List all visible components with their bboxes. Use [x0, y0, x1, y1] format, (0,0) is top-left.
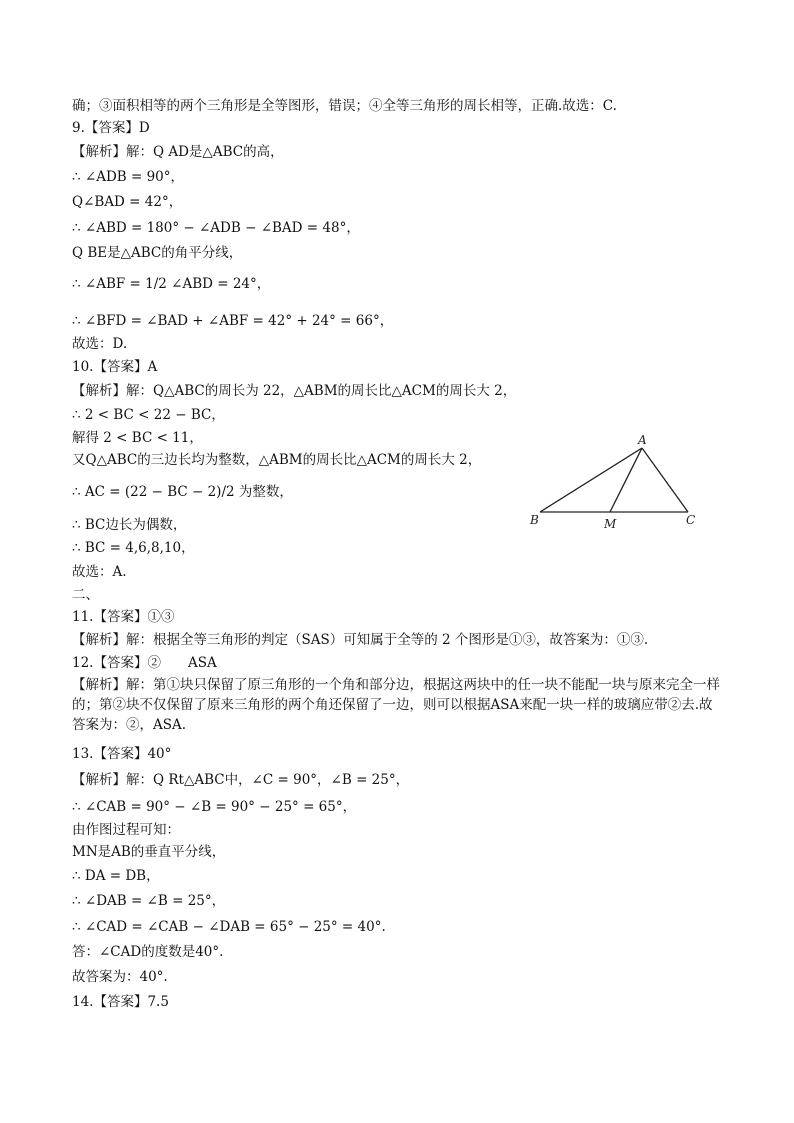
text-line: ∴ BC边长为偶数， [72, 517, 187, 533]
text-line: 【解析】解：Q Rt△ABC中，∠C = 90°，∠B = 25°， [72, 772, 410, 788]
math-line: ∴ ∠DAB = ∠B = 25°， [72, 893, 226, 909]
section-heading: 二、 [72, 587, 99, 603]
answer-9: 9.【答案】D [72, 120, 150, 136]
math-line: ∴ ∠CAB = 90° − ∠B = 90° − 25° = 65°， [72, 799, 357, 815]
text-line: 答：∠CAD的度数是40°. [72, 944, 224, 960]
answer-11: 11.【答案】①③ [72, 609, 175, 625]
text-line: 由作图过程可知： [72, 822, 180, 838]
text-paragraph: 【解析】解：第①块只保留了原三角形的一个角和部分边，根据这两块中的任一块不能配一块与原来完全一样的；第②块不仅保留了原来三角形的两个角还保留了一边，则可以根据ASA来配一块一样的玻璃应带②去.故答案为：②，ASA. [72, 677, 720, 733]
label-b: B [530, 513, 539, 527]
answer-10: 10.【答案】A [72, 359, 158, 375]
math-line: ∴ BC = 4,6,8,10， [72, 540, 195, 556]
text-line: 【解析】解：根据全等三角形的判定（SAS）可知属于全等的 2 个图形是①③，故答案为：①③. [72, 632, 649, 648]
math-line: ∴ ∠CAD = ∠CAB − ∠DAB = 65° − 25° = 40°. [72, 919, 386, 935]
math-line: ∴ ∠ABD = 180° − ∠ADB − ∠BAD = 48°， [72, 220, 360, 236]
answer-14: 14.【答案】7.5 [72, 994, 169, 1010]
answer-12: 12.【答案】② ASA [72, 655, 217, 671]
math-line: Q∠BAD = 42°， [72, 194, 183, 210]
text-line: 【解析】解：Q AD是△ABC的高， [72, 144, 284, 160]
math-line: 解得 2 < BC < 11， [72, 430, 203, 446]
label-a: A [638, 433, 647, 447]
text-line: 故答案为：40°. [72, 969, 168, 985]
text-line: MN是AB的垂直平分线， [72, 844, 226, 860]
text-line: 确；③面积相等的两个三角形是全等图形，错误；④全等三角形的周长相等，正确.故选：C. [72, 98, 617, 114]
answer-13: 13.【答案】40° [72, 746, 172, 762]
triangle-figure [520, 430, 710, 540]
math-line: ∴ DA = DB， [72, 868, 160, 884]
math-line: ∴ 2 < BC < 22 − BC， [72, 407, 225, 423]
label-c: C [686, 513, 696, 527]
text-line: 【解析】解：Q△ABC的周长为 22，△ABM的周长比△ACM的周长大 2， [72, 383, 517, 399]
math-line: ∴ ∠ABF = 1/2 ∠ABD = 24°， [72, 276, 271, 292]
label-m: M [604, 517, 617, 531]
math-line: ∴ ∠BFD = ∠BAD + ∠ABF = 42° + 24° = 66°， [72, 313, 394, 329]
math-line: ∴ AC = (22 − BC − 2)/2 为整数， [72, 484, 293, 500]
text-line: 又Q△ABC的三边长均为整数，△ABM的周长比△ACM的周长大 2， [72, 452, 482, 468]
text-line: 故选：D. [72, 336, 128, 352]
text-line: 故选：A. [72, 564, 127, 580]
side-ac [642, 448, 688, 512]
text-line: Q BE是△ABC的角平分线， [72, 245, 243, 261]
math-line: ∴ ∠ADB = 90°， [72, 169, 185, 185]
